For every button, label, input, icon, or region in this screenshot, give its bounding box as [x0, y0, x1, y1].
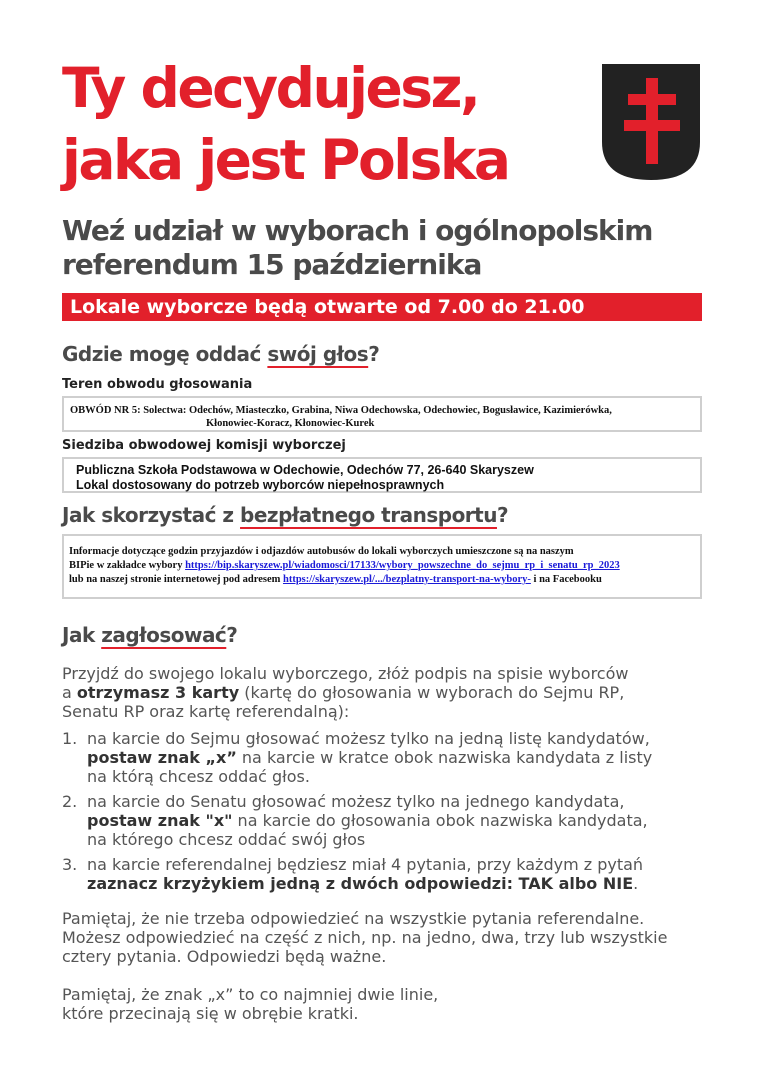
commission-line-1: Publiczna Szkoła Podstawowa w Odechowie, Odechów 77, 26-640 Skaryszew	[76, 463, 534, 477]
transport-title-post: ?	[496, 503, 509, 527]
list-item-line-2-post: na karcie do głosowania obok nazwiska kandydata,	[232, 811, 648, 830]
coat-of-arms	[602, 64, 700, 180]
list-item-bold: zaznacz krzyżykiem jedną z dwóch odpowiedzi: TAK albo NIE	[87, 874, 634, 893]
list-item-bold: postaw znak "x"	[87, 811, 233, 830]
list-item-number: 2.	[62, 792, 78, 811]
opening-hours-banner: Lokale wyborcze będą otwarte od 7.00 do 21.00	[62, 293, 702, 321]
voting-area-box	[62, 396, 702, 432]
note-x-mark-line-1: Pamiętaj, że znak „x” to co najmniej dwie linie,	[62, 985, 439, 1004]
transport-info-box	[62, 534, 702, 599]
voting-area-label: Teren obwodu głosowania	[62, 377, 253, 392]
howto-intro-line-1: Przyjdź do swojego lokalu wyborczego, złóż podpis na spisie wyborców	[62, 664, 629, 683]
note-referendum-line-2: Możesz odpowiedzieć na część z nich, np. na jedno, dwa, trzy lub wszystkie	[62, 928, 668, 947]
note-x-mark-line-2: które przecinają się w obrębie kratki.	[62, 1004, 359, 1023]
transport-line-1: Informacje dotyczące godzin przyjazdów i odjazdów autobusów do lokali wyborczych umieszczone są na naszym	[69, 546, 574, 557]
double-cross-coat-of-arms-icon	[602, 64, 700, 180]
where-title-post: ?	[368, 342, 380, 366]
transport-section-title	[62, 502, 508, 528]
howto-intro-line-2-pre: a	[62, 683, 77, 702]
commission-box	[62, 457, 702, 493]
list-item-line-1: na karcie referendalnej będziesz miał 4 pytania, przy każdym z pytań	[87, 855, 644, 874]
howto-intro-line-3: Senatu RP oraz kartę referendalną):	[62, 702, 350, 721]
howto-intro-bold: otrzymasz 3 karty	[76, 683, 240, 702]
howto-section-title	[62, 622, 237, 648]
headline-line-1: Ty decydujesz,	[62, 56, 479, 120]
where-title-pre: Gdzie mogę oddać	[62, 342, 268, 366]
list-item-line-2	[87, 748, 742, 767]
where-title-underlined: swój głos	[267, 342, 369, 366]
bip-link[interactable]: https://bip.skaryszew.pl/wiadomosci/17133/wybory_powszechne_do_sejmu_rp_i_senatu_rp_2023	[185, 560, 620, 571]
list-item-line-1: na karcie do Senatu głosować możesz tylko na jednego kandydata,	[87, 792, 625, 811]
list-item-bold: postaw znak „x”	[87, 748, 237, 767]
note-referendum-line-3: cztery pytania. Odpowiedzi będą ważne.	[62, 947, 387, 966]
transport-line-3-text: lub na naszej stronie internetowej pod adresem	[69, 574, 283, 585]
list-item-line-2	[87, 811, 742, 830]
note-referendum-line-1: Pamiętaj, że nie trzeba odpowiedzieć na wszystkie pytania referendalne.	[62, 909, 645, 928]
list-item-line-3: na którą chcesz oddać głos.	[87, 767, 310, 786]
transport-title-pre: Jak skorzystać z	[62, 503, 241, 527]
subheadline-line-1: Weź udział w wyborach i ogólnopolskim	[62, 214, 653, 247]
where-section-title	[62, 341, 379, 367]
list-item-line-3: na którego chcesz oddać swój głos	[87, 830, 366, 849]
commission-label: Siedziba obwodowej komisji wyborczej	[62, 438, 346, 453]
headline-line-2: jaka jest Polska	[62, 128, 509, 192]
website-link[interactable]: https://skaryszew.pl/.../bezplatny-transport-na-wybory-	[282, 574, 531, 585]
howto-intro-line-2	[62, 683, 742, 702]
list-item	[62, 855, 742, 893]
voting-area-line-1: OBWÓD NR 5: Solectwa: Odechów, Miasteczko, Grabina, Niwa Odechowska, Odechowiec, Bogusławice, Kazimierówka,	[70, 405, 612, 416]
transport-line-3-post: i na Facebooku	[530, 574, 602, 585]
subheadline	[62, 214, 722, 282]
list-item-line-2-post: .	[633, 874, 639, 893]
list-item-number: 3.	[62, 855, 78, 874]
subheadline-line-2: referendum 15 października	[62, 248, 482, 281]
howto-title-underlined: zagłosować	[101, 623, 227, 647]
list-item-number: 1.	[62, 729, 78, 748]
howto-intro-line-2-post: (kartę do głosowania w wyborach do Sejmu RP,	[239, 683, 625, 702]
howto-title-post: ?	[226, 623, 238, 647]
howto-intro	[62, 664, 742, 721]
list-item-line-2-post: na karcie w kratce obok nazwiska kandydata z listy	[236, 748, 653, 767]
main-headline	[62, 52, 582, 196]
note-referendum	[62, 909, 742, 966]
commission-line-2: Lokal dostosowany do potrzeb wyborców niepełnosprawnych	[76, 478, 445, 492]
list-item	[62, 729, 742, 786]
transport-line-2-text: BIPie w zakładce wybory	[69, 560, 186, 571]
voting-area-line-2: Kłonowiec-Koracz, Kłonowiec-Kurek	[206, 418, 375, 429]
transport-title-underlined: bezpłatnego transportu	[240, 503, 497, 527]
list-item	[62, 792, 742, 849]
transport-line-3	[69, 573, 700, 587]
list-item-line-1: na karcie do Sejmu głosować możesz tylko na jedną listę kandydatów,	[87, 729, 650, 748]
howto-title-pre: Jak	[62, 623, 102, 647]
list-item-line-2	[87, 874, 742, 893]
note-x-mark	[62, 985, 742, 1023]
transport-line-2	[69, 559, 700, 573]
